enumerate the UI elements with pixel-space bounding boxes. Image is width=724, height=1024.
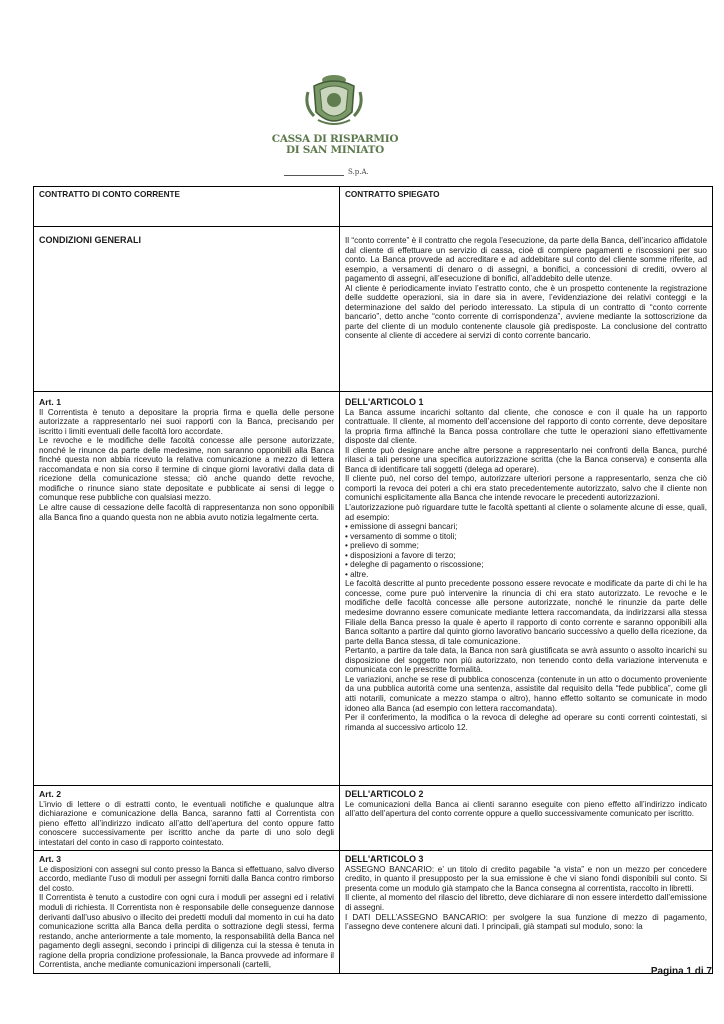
header-right: CONTRATTO SPIEGATO — [340, 187, 713, 227]
art2-title: Art. 2 — [39, 789, 61, 799]
art1-left-p1: Il Correntista è tenuto a depositare la propria firma e quella delle persone autorizzate a rappresentarlo nei suoi rapporti con la Banca, precisando per iscritto i limiti eventuali delle facoltà loro accordate. — [39, 407, 334, 436]
bank-name — [270, 134, 400, 156]
art1-left-p2: Le revoche e le modifiche delle facoltà concesse alle persone autorizzate, nonché le rinunce da parte delle medesime, non saranno opponibili alla Banca finché questa non abbia ricevuto la relativa comunicazione a mezzo di lettera raccomandata e non sia corso il termine di cinque giorni lavorativi dalla data di ricezione della comunicazione stessa; ciò anche quando dette revoche, modifiche o rinunce siano state depositate e pubblicate ai sensi di legge o comunque rese pubbliche con qualsiasi mezzo. — [39, 436, 334, 503]
table-row-art3 — [34, 851, 713, 974]
bank-logo — [270, 72, 400, 182]
table-row-general — [34, 227, 713, 392]
art1-right-p7: Le variazioni, anche se rese di pubblica conoscenza (contenute in un atto o documento proveniente da una pubblica autorità come una sentenza, assistite dal requisito della “fede pubblica”, come gli atti notarili, comunicate a mezzo stampa o altro), hanno effetto soltanto se comunicate in modo idoneo alla Banca (ad esempio con lettera raccomandata). — [345, 674, 707, 713]
suffix-rule — [284, 175, 344, 176]
art1-bullet-1: • emissione di assegni bancari; — [345, 522, 458, 532]
art3-left-p2: Il Correntista è tenuto a custodire con ogni cura i moduli per assegni ed i relativi moduli di richiesta. Il Correntista non è responsabile delle conseguenze dannose derivanti dall’uso abusivo o illecito dei predetti moduli dal momento in cui ha dato comunicazione scritta alla Banca della perdita o sottrazione degli stessi, ferma restando, anche anteriormente a tale momento, la responsabilità della Banca nel pagamento degli assegni, secondo i principi di diligenza cui la stessa è tenuta in ragione della propria condizione professionale, la Banca provvede ad informare il Correntista, anche mediante comunicazioni impersonali (cartelli, — [39, 893, 334, 970]
bank-suffix-text: S.p.A. — [348, 168, 369, 176]
general-text-p1: Il “conto corrente” è il contratto che regola l’esecuzione, da parte della Banca, dell’incarico affidatole dal cliente di effettuare un servizio di cassa, cioè di compiere pagamenti e riscossioni per suo conto. La Banca provvede ad accreditare e ad addebitare sul conto del cliente somme riferite, ad esempio, a versamenti di denaro o di assegni, a bonifici, a concessioni di crediti, ovvero al pagamento di assegni, all’esecuzione di bonifici, all’addebito delle utenze. — [345, 236, 707, 284]
general-title: CONDIZIONI GENERALI — [39, 235, 142, 245]
art1-bullet-5: • deleghe di pagamento o riscossione; — [345, 560, 484, 570]
art1-title: Art. 1 — [39, 397, 61, 407]
table-row-art2 — [34, 786, 713, 851]
general-text-p2: Al cliente è periodicamente inviato l’estratto conto, che è un prospetto contenente la registrazione delle suddette operazioni, sia in dare sia in avere, l’evidenziazione dei relativi conteggi e la determinazione del saldo del periodo interessato. La stipula di un contratto di “conto corrente bancario”, detto anche “conto corrente di corrispondenza”, avviene mediante la sottoscrizione da parte del cliente di un modulo contenente clausole già predisposte. La conclusione del contratto consente al cliente di accedere ai servizi di conto corrente bancario. — [345, 283, 707, 341]
art1-right-title: DELL'ARTICOLO 1 — [345, 397, 424, 407]
art1-bullet-3: • prelievo di somme; — [345, 541, 419, 551]
bank-suffix — [284, 168, 386, 182]
art3-right-title: DELL'ARTICOLO 3 — [345, 854, 424, 865]
table-row-art1 — [34, 392, 713, 786]
bank-name-line1: CASSA DI RISPARMIO — [271, 133, 399, 145]
header-left: CONTRATTO DI CONTO CORRENTE — [34, 187, 340, 227]
art1-right-p2: Il cliente può designare anche altre persone a rappresentarlo nei confronti della Banca, purché rilasci a tali persone una specifica autorizzazione scritta (che la Banca conserva) e consenta alla Banca di identificare tali soggetti (delega ad operare). — [345, 445, 707, 474]
art3-left-p1: Le disposizioni con assegni sul conto presso la Banca si effettuano, salvo diverso accordo, mediante l’uso di moduli per assegni forniti dalla Banca contro rimborso del costo. — [39, 864, 334, 893]
art3-right-p2: Il cliente, al momento del rilascio del libretto, deve dichiarare di non essere interdetto dall’emissione di assegni. — [345, 893, 707, 913]
art2-left-p1: L’invio di lettere o di estratti conto, le eventuali notifiche e qualunque altra dichiarazione e comunicazione della Banca, saranno fatti al Correntista con pieno effetto all’indirizzo indicato all’atto dell’apertura del conto oppure fatto conoscere successivamente per iscritto anche da parte di uno solo degli intestatari del conto in caso di rapporto cointestato. — [39, 799, 334, 847]
art1-bullet-6: • altre. — [345, 569, 369, 579]
art1-right-p6: Pertanto, a partire da tale data, la Banca non sarà giustificata se avrà assunto o assolto incarichi su disposizione del soggetto non più autorizzato, non tenendo conto della variazione intervenuta e comunicata con le prescritte formalità. — [345, 646, 707, 675]
page-number: Pagina 1 di 7 — [650, 966, 712, 977]
table-header-row — [34, 187, 713, 227]
coat-of-arms-icon — [304, 72, 364, 132]
art2-right-p1: Le comunicazioni della Banca ai clienti saranno eseguite con pieno effetto all’indirizzo indicato all’atto dell’apertura del conto corrente oppure a quello successivamente comunicato per iscritto. — [345, 799, 707, 819]
contract-table — [33, 186, 713, 974]
bank-name-line2: DI SAN MINIATO — [285, 144, 385, 156]
art3-right-p1: ASSEGNO BANCARIO: e’ un titolo di credito pagabile “a vista” e non un mezzo per concedere credito, in quanto il presupposto per la sua emissione è che vi siano fondi disponibili sul conto. Si presenta come un modulo già stampato che la Banca consegna al correntista, raccolto in libretti. — [345, 864, 707, 893]
art3-title: Art. 3 — [39, 854, 61, 865]
art2-right-title: DELL'ARTICOLO 2 — [345, 789, 424, 799]
art1-bullet-2: • versamento di somme o titoli; — [345, 531, 457, 541]
art1-right-p5: Le facoltà descritte al punto precedente possono essere revocate e modificate da parte di chi le ha concesse, come pure può intervenire la rinuncia di chi era stato autorizzato. Le revoche e le modifiche delle facoltà concesse alle persone autorizzate, nonché le rinunzie da parte delle medesime dovranno essere comunicate mediante lettera raccomandata, da indirizzarsi alla stessa Filiale della Banca presso la quale è aperto il rapporto di conto corrente e saranno opponibili alla Banca soltanto a partire dal quinto giorno lavorativo bancario successivo a quello della ricezione, da parte della Banca stessa, di tale comunicazione. — [345, 579, 707, 646]
art1-right-p8: Per il conferimento, la modifica o la revoca di deleghe ad operare su conti correnti cointestati, si rimanda al successivo articolo 12. — [345, 713, 707, 732]
art1-right-p3: Il cliente può, nel corso del tempo, autorizzare ulteriori persone a rappresentarlo, senza che ciò comporti la revoca dei poteri a chi era stato precedentemente autorizzato, salvo che il cliente non comunichi esplicitamente alla Banca che intende revocare le precedenti autorizzazioni. — [345, 474, 707, 503]
art1-bullet-4: • disposizioni a favore di terzo; — [345, 550, 456, 560]
art3-right-p3: I DATI DELL’ASSEGNO BANCARIO: per svolgere la sua funzione di mezzo di pagamento, l’assegno deve contenere alcuni dati. I principali, già stampati sul modulo, sono: la — [345, 912, 707, 932]
art1-left-p3: Le altre cause di cessazione delle facoltà di rappresentanza non sono opponibili alla Banca fino a quando questa non ne abbia avuto notizia legalmente certa. — [39, 503, 334, 522]
art1-right-p4: L’autorizzazione può riguardare tutte le facoltà spettanti al cliente o solamente alcune di esse, quali, ad esempio: — [345, 503, 707, 522]
art1-right-p1: La Banca assume incarichi soltanto dal cliente, che conosce e con il quale ha un rapporto contrattuale. Il cliente, al momento dell’accensione del rapporto di conto corrente, deve depositare la propria firma affinché la Banca possa controllare che tutte le operazioni siano effettivamente disposte dal cliente. — [345, 407, 707, 446]
